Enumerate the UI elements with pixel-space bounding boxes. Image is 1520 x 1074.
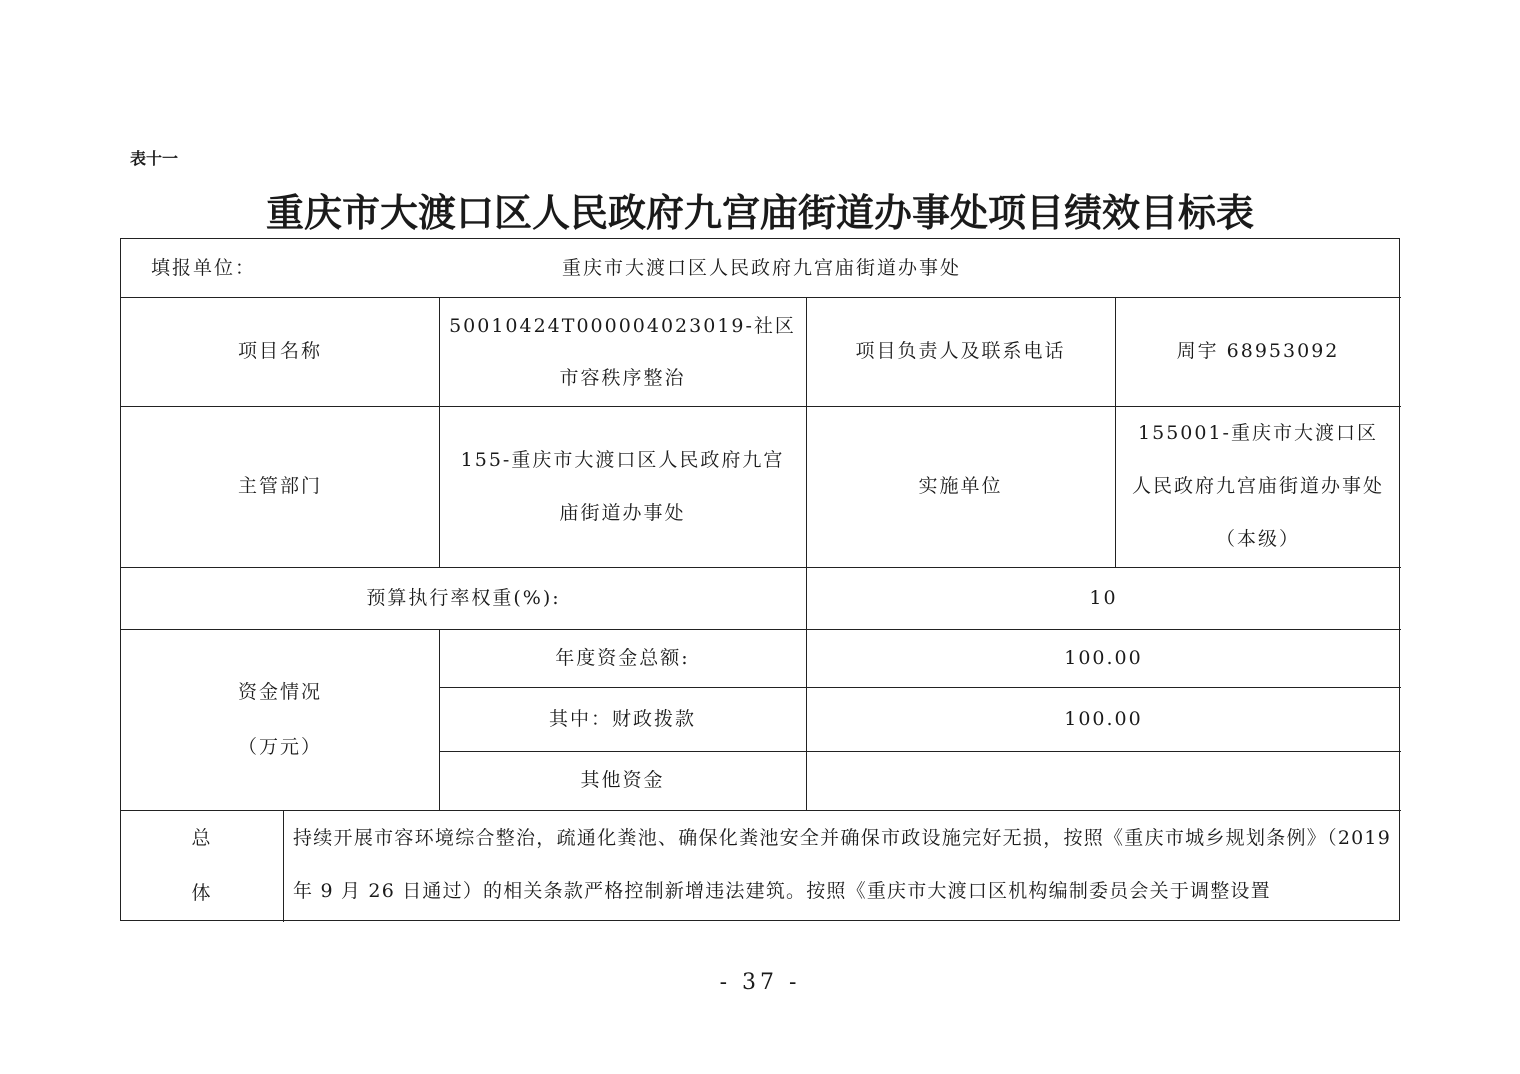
fill-unit-value: 重庆市大渡口区人民政府九宫庙街道办事处 [561,256,961,279]
fiscal-allocation-label: 其中：财政拨款 [548,707,696,730]
other-funds-value [806,751,1401,810]
supervisor-label: 主管部门 [237,475,322,497]
fill-unit-label: 填报单位： [151,256,257,279]
supervisor-value: 155-重庆市大渡口区人民政府九宫庙街道办事处 [460,448,785,524]
funding-label-line1: 资金情况 [237,680,322,703]
annual-total-value: 100.00 [1064,646,1143,669]
budget-weight-label: 预算执行率权重(%): [366,586,561,609]
project-contact-label: 项目负责人及联系电话 [855,340,1066,362]
other-funds-label: 其他资金 [580,769,665,791]
funding-label [121,629,439,810]
summary-text: 持续开展市容环境综合整治，疏通化粪池、确保化粪池安全并确保市政设施完好无损，按照《重庆市城乡规划条例》（2019 年 9 月 26 日通过）的相关条款严格控制新增违法建筑。按照《重庆市大渡口区机构编制委员会关于调整设置 [293,827,1391,902]
project-name-label: 项目名称 [237,340,322,362]
project-contact-value: 周宇 68953092 [1176,340,1340,362]
page-number: - 37 - [719,970,801,995]
performance-target-table [120,238,1400,921]
document-title: 重庆市大渡口区人民政府九宫庙街道办事处项目绩效目标表 [265,191,1254,235]
summary-label-char1: 总 [191,827,213,849]
fiscal-allocation-value: 100.00 [1064,707,1143,730]
implementer-value: 155001-重庆市大渡口区人民政府九宫庙街道办事处（本级） [1131,422,1384,550]
table-number-label: 表十一 [130,149,179,168]
implementer-label: 实施单位 [918,475,1003,497]
budget-weight-value: 10 [1089,586,1118,609]
summary-label [121,810,283,922]
summary-label-char2: 体 [191,882,213,904]
project-name-value: 50010424T000004023019-社区市容秩序整治 [449,314,796,389]
funding-label-line2: （万元） [237,735,322,758]
annual-total-label: 年度资金总额: [555,646,690,669]
row-divider [121,810,1401,811]
